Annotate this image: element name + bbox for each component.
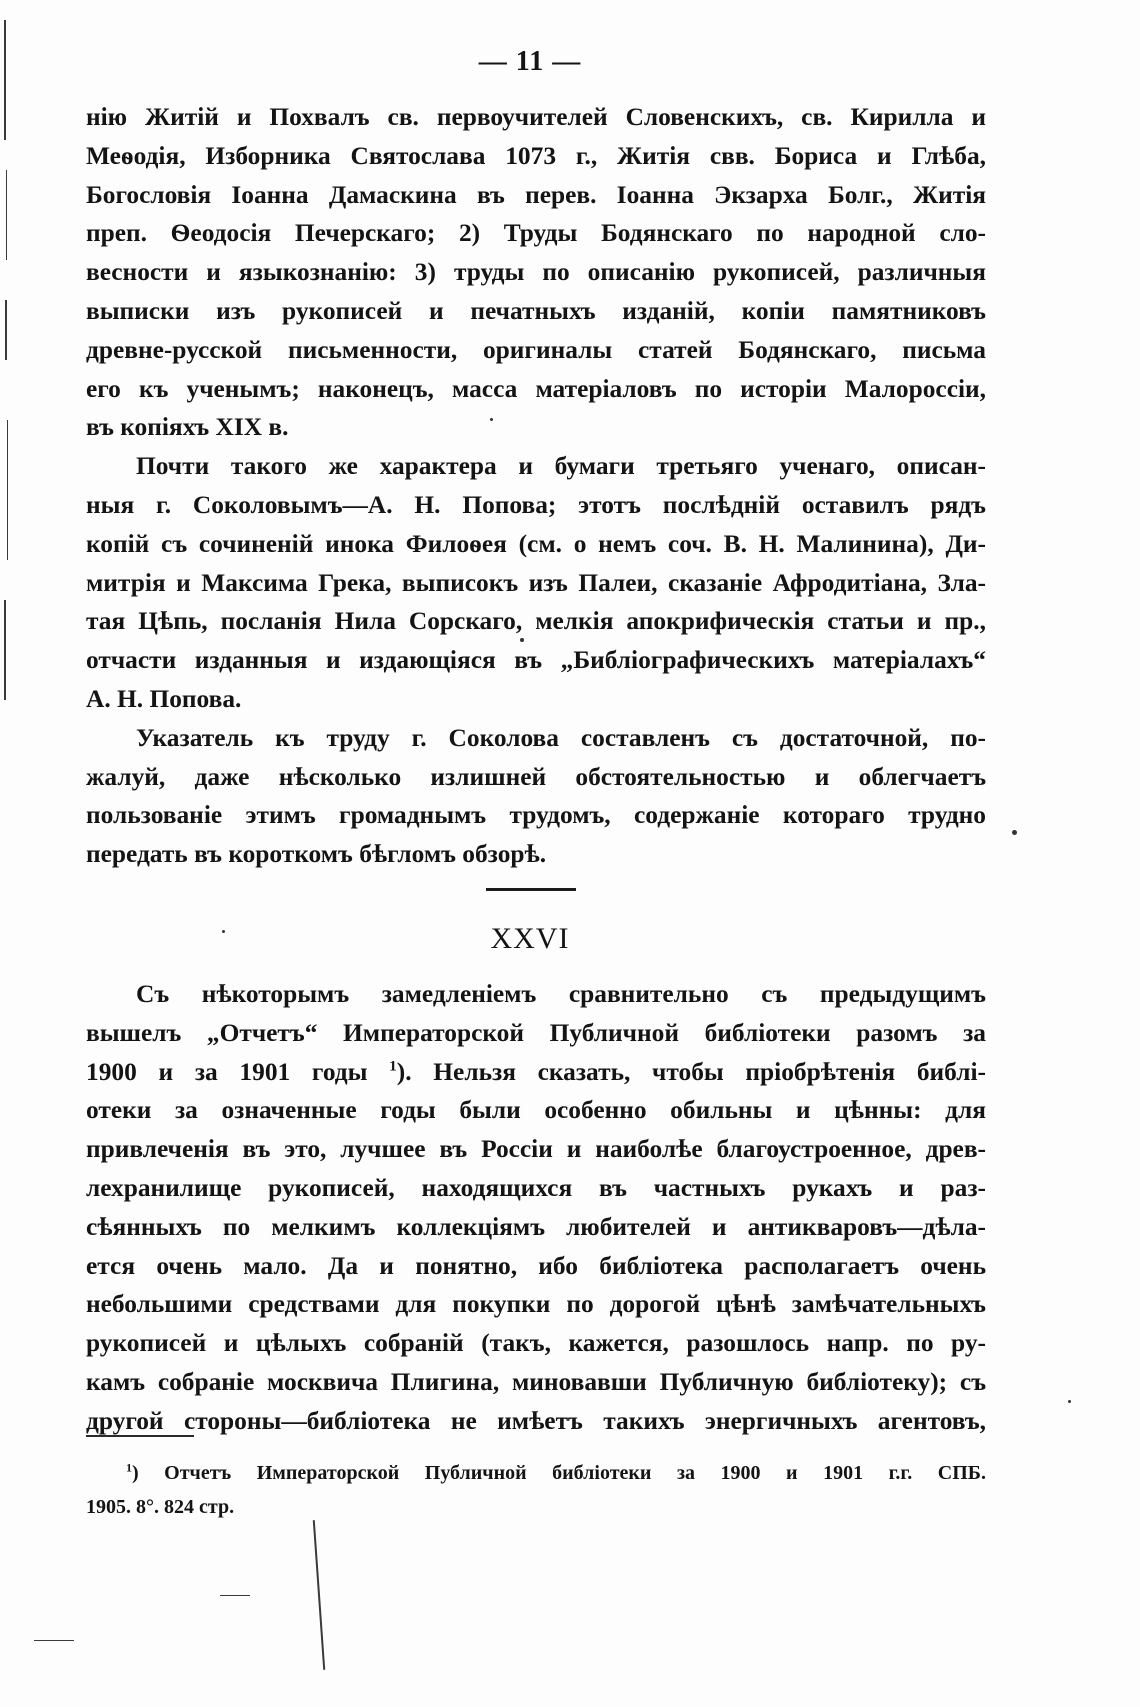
text-line-with-footnote-ref — [86, 1053, 986, 1092]
text-line: лехранилище рукописей, находящихся въ частныхъ рукахъ и раз- — [86, 1173, 986, 1202]
scan-scratch — [7, 420, 8, 560]
text-line: митрія и Максима Грека, выписокъ изъ Палеи, сказаніе Афродитіана, Зла- — [86, 568, 986, 597]
text-line: тая Цѣпь, посланія Нила Сорскаго, мелкія апокрифическія статьи и пр., — [86, 607, 986, 636]
text-line: весности и языкознанію: 3) труды по описанію рукописей, различныя — [86, 258, 986, 287]
scan-scratch — [34, 1640, 74, 1641]
scan-speck — [1068, 1400, 1071, 1403]
text-line: А. Н. Попова. — [86, 684, 242, 713]
footnote-mark: 1 — [126, 1460, 132, 1475]
footnote — [86, 1456, 986, 1524]
paragraph-3 — [86, 719, 986, 874]
text-line: Меѳодія, Изборника Святослава 1073 г., Житія свв. Бориса и Глѣба, — [86, 141, 986, 170]
text-line: вышелъ „Отчетъ“ Императорской Публичной библіотеки разомъ за — [86, 1018, 986, 1047]
section-divider — [486, 888, 576, 891]
text-line: его къ ученымъ; наконецъ, масса матеріаловъ по исторіи Малороссіи, — [86, 374, 986, 403]
text-fragment: 1900 и за 1901 годы — [86, 1057, 368, 1086]
text-line: Почти такого же характера и бумаги третьяго ученаго, описан- — [136, 452, 986, 481]
scan-scratch — [6, 170, 7, 260]
text-line: отчасти изданныя и издающіяся въ „Библіографическихъ матеріалахъ“ — [86, 646, 986, 675]
text-line: копій съ сочиненій инока Филоѳея (см. о немъ соч. В. Н. Малинина), Ди- — [86, 529, 986, 558]
paragraph-2 — [86, 447, 986, 719]
text-line: жалуй, даже нѣсколько излишней обстоятельностью и облегчаетъ — [86, 762, 986, 791]
scan-scratch — [4, 20, 6, 140]
text-line: нію Житій и Похвалъ св. первоучителей Словенскихъ, св. Кирилла и — [86, 103, 986, 131]
text-line: небольшими средствами для покупки по дорогой цѣнѣ замѣчательныхъ — [86, 1290, 986, 1319]
page-number: — 11 — — [478, 46, 582, 77]
scan-speck — [490, 418, 493, 421]
text-line: другой стороны—библіотека не имѣетъ такихъ энергичныхъ агентовъ, — [86, 1406, 986, 1435]
footnote-rule — [86, 1435, 194, 1437]
text-line: Съ нѣкоторымъ замедленіемъ сравнительно съ предыдущимъ — [136, 980, 986, 1008]
text-line: древне-русской письменности, оригиналы статей Бодянскаго, письма — [86, 335, 986, 364]
scan-speck — [1012, 830, 1017, 835]
text-line: ется очень мало. Да и понятно, ибо библіотека располагаетъ очень — [86, 1251, 986, 1280]
text-fragment: ). Нельзя сказать, чтобы пріобрѣтенія библі- — [396, 1057, 986, 1086]
scan-edge-noise — [4, 0, 10, 720]
scan-speck — [222, 930, 225, 933]
text-line: пользованіе этимъ громаднымъ трудомъ, содержаніе котораго трудно — [86, 801, 986, 830]
scan-scratch — [220, 1595, 250, 1596]
text-line: сѣянныхъ по мелкимъ коллекціямъ любителей и антикваровъ—дѣла- — [86, 1212, 986, 1241]
footnote-line: 1905. 8°. 824 стр. — [86, 1496, 235, 1518]
footnote-line — [86, 1456, 986, 1490]
text-line: Указатель къ труду г. Соколова составленъ съ достаточной, по- — [136, 723, 986, 752]
text-line: выписки изъ рукописей и печатныхъ изданій, копіи памятниковъ — [86, 296, 986, 325]
footnote-text: ) Отчетъ Императорской Публичной библіотеки за 1900 и 1901 г.г. СПБ. — [132, 1462, 986, 1484]
text-line: рукописей и цѣлыхъ собраній (такъ, кажется, разошлось напр. по ру- — [86, 1329, 986, 1358]
section-heading: XXVI — [490, 922, 570, 955]
text-line: въ копіяхъ XIX в. — [86, 413, 289, 442]
text-line: преп. Ѳеодосія Печерскаго; 2) Труды Бодянскаго по народной сло- — [86, 219, 986, 248]
text-line: отеки за означенные годы были особенно обильны и цѣнны: для — [86, 1096, 986, 1125]
footnote-reference[interactable]: 1 — [389, 1057, 397, 1075]
scan-speck — [520, 638, 524, 642]
body-text-section — [86, 975, 986, 1441]
text-line: камъ собраніе москвича Плигина, миновавши Публичную библіотеку); съ — [86, 1367, 986, 1396]
text-line: привлеченія въ это, лучшее въ Россіи и наиболѣе благоустроенное, древ- — [86, 1135, 986, 1164]
scan-scratch — [5, 300, 7, 360]
text-line: ныя г. Соколовымъ—А. Н. Попова; этотъ послѣдній оставилъ рядъ — [86, 490, 986, 519]
text-line: передать въ короткомъ бѣгломъ обзорѣ. — [86, 840, 547, 869]
scan-scratch — [4, 600, 6, 700]
text-line: Богословія Іоанна Дамаскина въ перев. Іоанна Экзарха Болг., Житія — [86, 180, 986, 209]
scan-scratch — [313, 1520, 325, 1670]
paragraph-1 — [86, 98, 986, 447]
section-paragraph — [86, 975, 986, 1441]
body-text-top — [86, 98, 986, 874]
